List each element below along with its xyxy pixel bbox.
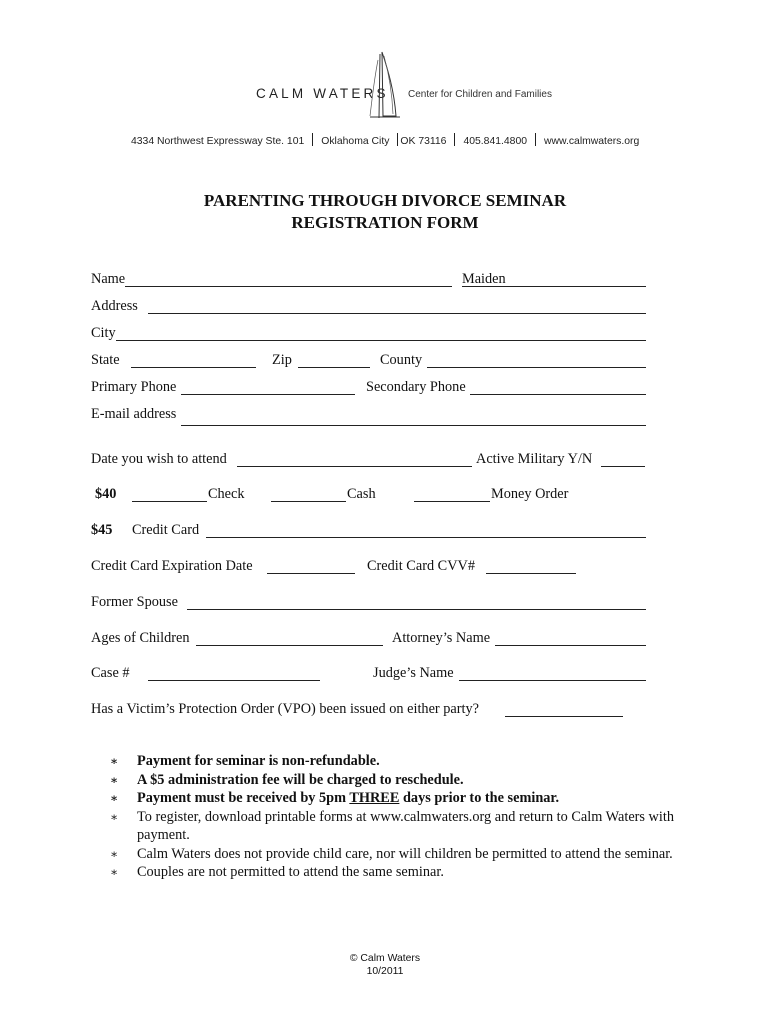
city-label: City — [91, 325, 116, 341]
asterisk-icon: ∗ — [110, 846, 119, 861]
active-military-label: Active Military Y/N — [476, 451, 593, 467]
check-field[interactable] — [132, 501, 207, 502]
maiden-field[interactable] — [462, 286, 646, 287]
name-label: Name — [91, 271, 126, 287]
attorney-name-label: Attorney’s Name — [392, 630, 491, 646]
address-phone: 405.841.4800 — [463, 136, 528, 147]
vpo-question-label: Has a Victim’s Protection Order (VPO) been issued on either party? — [91, 701, 479, 717]
footer-copyright: © Calm Waters — [349, 953, 421, 964]
attorney-name-field[interactable] — [495, 645, 646, 646]
cc-expiration-label: Credit Card Expiration Date — [91, 558, 253, 574]
price-45-label: $45 — [91, 522, 113, 538]
active-military-field[interactable] — [601, 466, 645, 467]
list-item: ∗ Payment for seminar is non-refundable. — [110, 753, 380, 769]
address-city: Oklahoma City — [321, 136, 390, 147]
address-line — [131, 133, 639, 147]
credit-card-label: Credit Card — [132, 522, 200, 538]
footer-date: 10/2011 — [366, 966, 404, 974]
email-label: E-mail address — [91, 406, 177, 422]
case-number-label: Case # — [91, 665, 130, 681]
asterisk-icon: ∗ — [110, 865, 119, 879]
notes-list — [110, 752, 720, 882]
address-label: Address — [91, 298, 138, 314]
address-field[interactable] — [148, 313, 646, 314]
money-order-field[interactable] — [414, 501, 490, 502]
money-order-label: Money Order — [491, 486, 569, 502]
check-label: Check — [208, 486, 245, 502]
asterisk-icon: ∗ — [110, 791, 119, 805]
list-item: ∗ To register, download printable forms at www.calmwaters.org and return to Calm Waters with payment. — [110, 808, 674, 843]
page-title — [0, 190, 770, 234]
zip-label: Zip — [272, 352, 292, 368]
asterisk-icon: ∗ — [110, 809, 119, 824]
city-field[interactable] — [116, 340, 646, 341]
state-label: State — [91, 352, 120, 368]
org-name: CALM WATERS — [256, 86, 389, 101]
address-state-zip: OK 73116 — [400, 136, 447, 147]
email-field[interactable] — [181, 425, 646, 426]
date-attend-label: Date you wish to attend — [91, 451, 227, 467]
judge-name-field[interactable] — [459, 680, 646, 681]
credit-card-field[interactable] — [206, 537, 646, 538]
cc-cvv-label: Credit Card CVV# — [367, 558, 476, 574]
ages-children-field[interactable] — [196, 645, 383, 646]
cash-field[interactable] — [271, 501, 346, 502]
judge-name-label: Judge’s Name — [373, 665, 454, 681]
asterisk-icon: ∗ — [110, 772, 119, 787]
asterisk-icon: ∗ — [110, 754, 119, 768]
list-item: ∗ Calm Waters does not provide child care, nor will children be permitted to attend the seminar. — [110, 845, 673, 862]
list-item: ∗ Couples are not permitted to attend the same seminar. — [110, 864, 444, 880]
list-item: ∗ A $5 administration fee will be charged to reschedule. — [110, 771, 464, 788]
title-line-1: PARENTING THROUGH DIVORCE SEMINAR — [203, 191, 567, 210]
address-street: 4334 Northwest Expressway Ste. 101 — [131, 136, 305, 147]
org-subtitle: Center for Children and Families — [408, 89, 552, 100]
address-website: www.calmwaters.org — [544, 136, 640, 147]
county-field[interactable] — [427, 367, 646, 368]
sail-logo-icon — [366, 50, 406, 122]
cc-expiration-field[interactable] — [267, 573, 355, 574]
name-field[interactable] — [125, 286, 452, 287]
maiden-label: Maiden — [462, 271, 506, 287]
ages-children-label: Ages of Children — [91, 630, 190, 646]
state-field[interactable] — [131, 367, 256, 368]
title-line-2: REGISTRATION FORM — [291, 213, 479, 232]
secondary-phone-label: Secondary Phone — [366, 379, 466, 395]
list-item: ∗ Payment must be received by 5pm THREE days prior to the seminar. — [110, 790, 560, 806]
date-attend-field[interactable] — [237, 466, 472, 467]
zip-field[interactable] — [298, 367, 370, 368]
cash-label: Cash — [347, 486, 376, 502]
county-label: County — [380, 352, 423, 368]
primary-phone-label: Primary Phone — [91, 379, 177, 395]
vpo-field[interactable] — [505, 716, 623, 717]
former-spouse-field[interactable] — [187, 609, 646, 610]
former-spouse-label: Former Spouse — [91, 594, 178, 610]
price-40-label: $40 — [95, 486, 117, 502]
primary-phone-field[interactable] — [181, 394, 355, 395]
cc-cvv-field[interactable] — [486, 573, 576, 574]
case-number-field[interactable] — [148, 680, 320, 681]
secondary-phone-field[interactable] — [470, 394, 646, 395]
